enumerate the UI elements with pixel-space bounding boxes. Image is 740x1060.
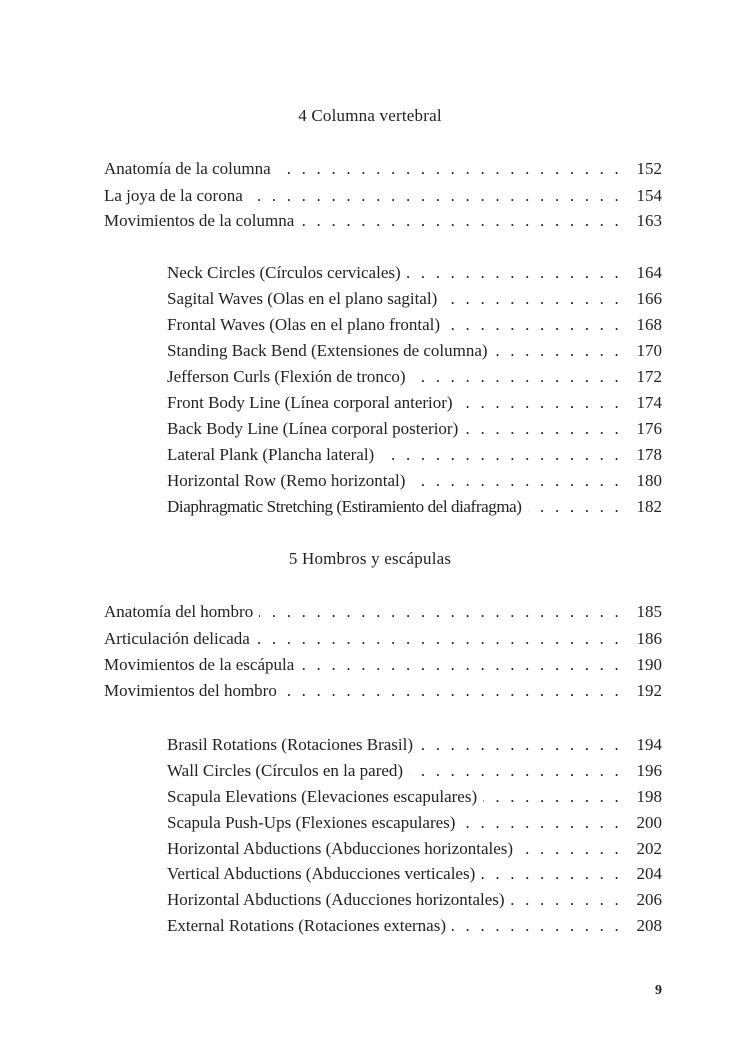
toc-subentry[interactable] (167, 811, 662, 835)
toc-subentry[interactable] (167, 733, 662, 757)
toc-entry[interactable] (104, 600, 662, 624)
toc-subentry[interactable] (167, 888, 662, 912)
leader-dots (300, 653, 622, 677)
toc-entry-label: External Rotations (Rotaciones externas) (167, 916, 446, 935)
toc-entry-page: 180 (636, 471, 662, 490)
toc-entry-label: La joya de la corona (104, 186, 243, 205)
toc-entry-label: Horizontal Row (Remo horizontal) (167, 471, 406, 490)
toc-entry-label: Wall Circles (Círculos en la pared) (167, 761, 404, 780)
leader-dots (419, 733, 622, 757)
toc-entry[interactable] (104, 209, 662, 233)
toc-entry-label: Articulación delicada (104, 629, 250, 648)
toc-entry[interactable] (104, 679, 662, 703)
toc-entry[interactable] (104, 157, 662, 181)
toc-entry-label: Horizontal Abductions (Aducciones horizontales) (167, 890, 505, 909)
toc-subentry[interactable] (167, 261, 662, 285)
toc-subentry[interactable] (167, 391, 662, 415)
toc-entry-page: 200 (636, 813, 662, 832)
leader-dots (452, 914, 622, 938)
leader-dots (249, 184, 622, 208)
toc-entry-label: Diaphragmatic Stretching (Estiramiento del diafragma) (167, 497, 522, 516)
leader-dots (443, 287, 622, 311)
toc-entry-page: 176 (636, 419, 662, 438)
leader-dots (519, 837, 622, 861)
toc-entry-label: Sagital Waves (Olas en el plano sagital) (167, 289, 438, 308)
toc-entry[interactable] (104, 653, 662, 677)
leader-dots (511, 888, 622, 912)
leader-dots (464, 417, 622, 441)
toc-entry-page: 178 (636, 445, 662, 464)
leader-dots (459, 391, 622, 415)
toc-subentry[interactable] (167, 914, 662, 938)
toc-subentry[interactable] (167, 365, 662, 389)
toc-entry[interactable] (104, 627, 662, 651)
toc-entry-page: 164 (636, 263, 662, 282)
toc-entry-page: 196 (636, 761, 662, 780)
toc-entry-page: 190 (636, 655, 662, 674)
leader-dots (277, 157, 622, 181)
toc-entry-page: 152 (636, 159, 662, 178)
leader-dots (461, 811, 622, 835)
leader-dots (483, 785, 622, 809)
chapter-title: 5 Hombros y escápulas (288, 549, 452, 568)
toc-entry-page: 168 (636, 315, 662, 334)
toc-entry-label: Anatomía del hombro (104, 602, 254, 621)
toc-entry-label: Lateral Plank (Plancha lateral) (167, 445, 375, 464)
toc-entry-page: 204 (636, 864, 662, 883)
leader-dots (380, 443, 622, 467)
toc-entry-page: 182 (636, 497, 662, 516)
leader-dots (409, 759, 622, 783)
toc-entry-page: 166 (636, 289, 662, 308)
leader-dots (256, 627, 622, 651)
chapter-title: 4 Columna vertebral (298, 106, 442, 125)
toc-entry-label: Anatomía de la columna (104, 159, 271, 178)
toc-entry-page: 174 (636, 393, 662, 412)
leader-dots (494, 339, 622, 363)
toc-subentry[interactable] (167, 287, 662, 311)
toc-entry-page: 186 (636, 629, 662, 648)
toc-entry-label: Movimientos del hombro (104, 681, 277, 700)
toc-entry-label: Frontal Waves (Olas en el plano frontal) (167, 315, 441, 334)
leader-dots (407, 261, 622, 285)
toc-subentry[interactable] (167, 339, 662, 363)
toc-entry-page: 198 (636, 787, 662, 806)
toc-entry-label: Horizontal Abductions (Abducciones horizontales) (167, 839, 514, 858)
toc-subentry[interactable] (167, 862, 662, 886)
toc-entry-page: 194 (636, 735, 662, 754)
leader-dots (259, 600, 622, 624)
toc-subentry[interactable] (167, 837, 662, 861)
toc-entry-label: Jefferson Curls (Flexión de tronco) (167, 367, 406, 386)
leader-dots (412, 365, 622, 389)
toc-subentry[interactable] (167, 443, 662, 467)
toc-entry-page: 172 (636, 367, 662, 386)
toc-entry-label: Movimientos de la escápula (104, 655, 295, 674)
toc-entry-label: Brasil Rotations (Rotaciones Brasil) (167, 735, 413, 754)
toc-subentry[interactable] (167, 759, 662, 783)
toc-entry-page: 208 (636, 916, 662, 935)
leader-dots (283, 679, 622, 703)
leader-dots (446, 313, 622, 337)
toc-entry-page: 185 (636, 602, 662, 621)
toc-entry-page: 206 (636, 890, 662, 909)
leader-dots (300, 209, 622, 233)
toc-subentry[interactable] (167, 313, 662, 337)
toc-entry-label: Front Body Line (Línea corporal anterior) (167, 393, 453, 412)
toc-entry-page: 170 (636, 341, 662, 360)
toc-entry-label: Movimientos de la columna (104, 211, 295, 230)
toc-entry-label: Standing Back Bend (Extensiones de columna) (167, 341, 488, 360)
toc-subentry[interactable] (167, 469, 662, 493)
page-number: 9 (655, 983, 662, 998)
leader-dots (411, 469, 622, 493)
toc-entry-page: 192 (636, 681, 662, 700)
toc-subentry[interactable] (167, 417, 662, 441)
leader-dots (528, 495, 622, 519)
toc-subentry[interactable] (167, 495, 662, 519)
toc-entry-label: Vertical Abductions (Abducciones verticales) (167, 864, 476, 883)
toc-entry-page: 163 (636, 211, 662, 230)
toc-entry-label: Neck Circles (Círculos cervicales) (167, 263, 401, 282)
toc-entry-page: 154 (636, 186, 662, 205)
toc-entry-label: Scapula Push-Ups (Flexiones escapulares) (167, 813, 456, 832)
toc-entry-label: Back Body Line (Línea corporal posterior) (167, 419, 459, 438)
toc-entry-page: 202 (636, 839, 662, 858)
toc-entry-label: Scapula Elevations (Elevaciones escapulares) (167, 787, 478, 806)
toc-subentry[interactable] (167, 785, 662, 809)
toc-entry[interactable] (104, 184, 662, 208)
leader-dots (481, 862, 622, 886)
